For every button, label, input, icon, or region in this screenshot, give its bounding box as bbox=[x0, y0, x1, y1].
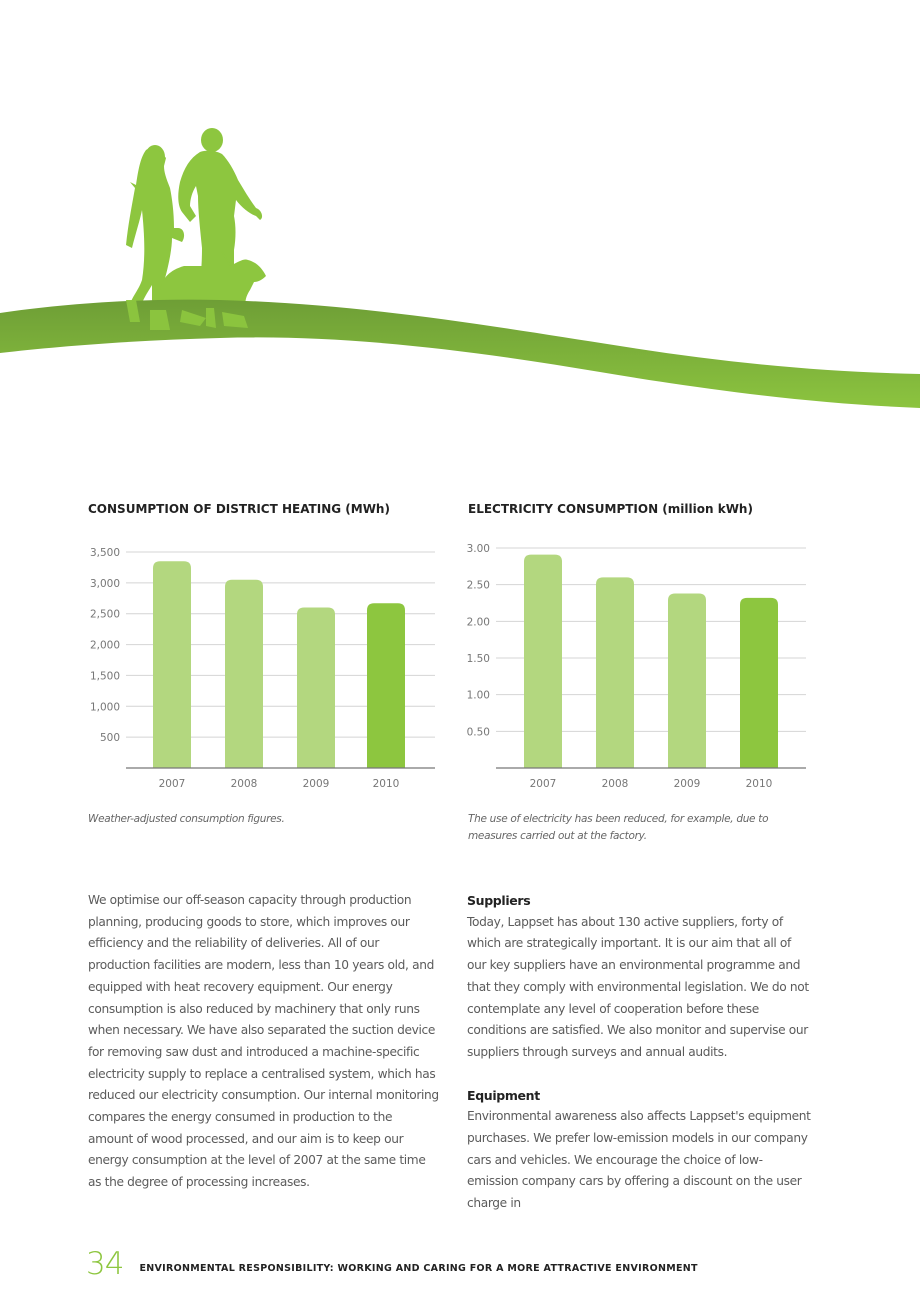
y-tick-label: 500 bbox=[99, 732, 120, 745]
bar-2008 bbox=[225, 580, 263, 768]
hero-illustration bbox=[0, 0, 920, 420]
footer-section-title: ENVIRONMENTAL RESPONSIBILITY: WORKING AND CARING FOR A MORE ATTRACTIVE ENVIRONMENT bbox=[139, 1263, 698, 1274]
y-tick-label: 2,500 bbox=[89, 608, 120, 621]
y-tick-label: 1.50 bbox=[466, 653, 490, 665]
electricity-chart bbox=[460, 535, 820, 800]
x-tick-label: 2008 bbox=[230, 778, 258, 790]
x-tick-label: 2007 bbox=[158, 778, 186, 790]
bar-2010 bbox=[367, 603, 405, 768]
body-paragraph: We optimise our off-season capacity through production planning, producing goods to store, which improves our efficiency and the reliability of deliveries. All of our production facilities are modern, less than 10 years old, and equipped with heat recovery equipment. Our energy consumption is also reduced by machinery that only runs when necessary. We have also separated the suction device for removing saw dust and introduced a machine-specific electricity supply to replace a centralised system, which has reduced our electricity consumption. Our internal monitoring compares the energy consumed in production to the amount of wood processed, and our aim is to keep our energy consumption at the level of 2007 at the same time as the degree of processing increases. bbox=[88, 893, 439, 1190]
y-tick-label: 2.50 bbox=[466, 579, 490, 592]
body-right-column bbox=[467, 890, 812, 1236]
district-heating-caption: Weather-adjusted consumption figures. bbox=[88, 813, 285, 825]
bar-2009 bbox=[297, 608, 335, 768]
y-tick-label: 2.00 bbox=[466, 616, 490, 629]
y-tick-label: 1,000 bbox=[89, 701, 120, 714]
walking-couple-with-dog-icon bbox=[0, 0, 920, 420]
x-tick-label: 2010 bbox=[745, 778, 773, 790]
bar-2010 bbox=[740, 598, 778, 768]
equipment-section bbox=[467, 1085, 812, 1215]
y-tick-label: 3.00 bbox=[466, 543, 490, 555]
y-tick-label: 0.50 bbox=[466, 726, 490, 739]
y-tick-label: 1,500 bbox=[89, 670, 120, 683]
electricity-caption: The use of electricity has been reduced, for example, due to measures carried out at the factory. bbox=[468, 813, 769, 842]
x-tick-label: 2010 bbox=[372, 778, 400, 790]
suppliers-section bbox=[467, 890, 812, 1064]
y-tick-label: 3,500 bbox=[89, 547, 120, 559]
y-tick-label: 1.00 bbox=[466, 689, 490, 702]
x-tick-label: 2007 bbox=[529, 778, 557, 790]
equipment-text: Environmental awareness also affects Lappset's equipment purchases. We prefer low-emission models in our company cars and vehicles. We encourage the choice of low-emission company cars by offering a discount on the user charge in bbox=[467, 1109, 811, 1211]
body-left-column bbox=[88, 890, 440, 1194]
suppliers-heading: Suppliers bbox=[467, 893, 531, 908]
page-footer bbox=[86, 1240, 698, 1280]
equipment-heading: Equipment bbox=[467, 1087, 540, 1103]
district-heating-chart-title: CONSUMPTION OF DISTRICT HEATING (MWh) bbox=[88, 502, 390, 516]
district-heating-chart bbox=[80, 535, 450, 800]
page-number: 34 bbox=[86, 1246, 124, 1282]
bar-2007 bbox=[153, 561, 191, 768]
x-tick-label: 2009 bbox=[673, 778, 701, 790]
x-tick-label: 2009 bbox=[302, 778, 330, 790]
x-tick-label: 2008 bbox=[601, 778, 629, 790]
suppliers-text: Today, Lappset has about 130 active suppliers, forty of which are strategically important. It is our aim that all of our key suppliers have an environmental programme and that they comply with environmental legislation. We do not contemplate any level of cooperation before these conditions are satisfied. We also monitor and supervise our suppliers through surveys and annual audits. bbox=[467, 914, 809, 1059]
y-tick-label: 3,000 bbox=[89, 577, 120, 590]
bar-2008 bbox=[596, 577, 634, 768]
bar-2009 bbox=[668, 593, 706, 768]
bar-2007 bbox=[524, 555, 562, 768]
y-tick-label: 2,000 bbox=[89, 639, 120, 652]
electricity-chart-title: ELECTRICITY CONSUMPTION (million kWh) bbox=[468, 502, 753, 516]
